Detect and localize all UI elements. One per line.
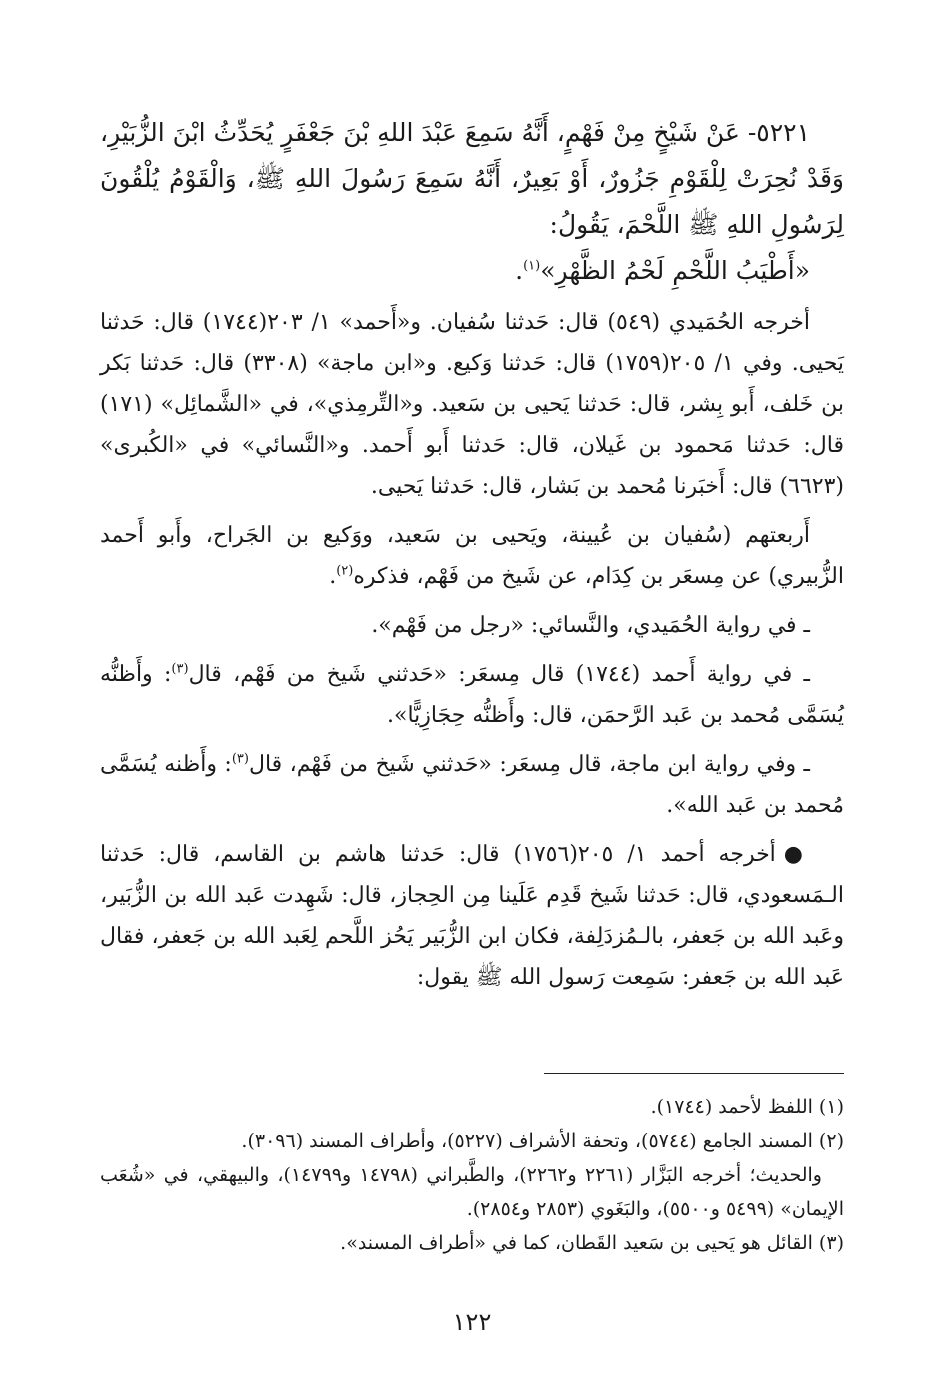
footnote-2: (٢) المسند الجامع (٥٧٤٤)، وتحفة الأشراف (٥٢٢٧)، وأطراف المسند (٣٠٩٦). <box>241 1130 844 1152</box>
footnotes <box>100 1090 844 1260</box>
hadith-quote <box>100 248 844 294</box>
variant-line-1: ـ في رواية الحُمَيدي، والنَّسائي: «رجل من فَهْم». <box>371 613 810 638</box>
hadith-quote-end: . <box>515 256 524 285</box>
page-number: ١٢٢ <box>452 1308 492 1336</box>
footnote-2-continuation: والحديث؛ أخرجه البَزَّار (٢٢٦١ و٢٢٦٢)، والطَّبراني (١٤٧٩٨ و١٤٧٩٩)، والبيهقي، في «شُعَب الإيمان» (٥٤٩٩ و٥٥٠٠)، والبَغَوي (٢٨٥٣ و٢٨٥٤). <box>100 1164 844 1220</box>
takhrij-paragraph-3 <box>100 834 844 998</box>
takhrij-2-text: أَربعتهم (سُفيان بن عُيينة، ويَحيى بن سَعيد، ووَكيع بن الجَراح، وأَبو أَحمد الزُّبيري) عن مِسعَر بن كِدَام، عن شَيخ من فَهْم، فذكره <box>100 523 844 589</box>
variant-3-after: : وأَظنه يُسَمَّى مُحمد بن عَبد الله». <box>100 752 844 818</box>
hadith-quote-text: «أَطْيَبُ اللَّحْمِ لَحْمُ الظَّهْرِ» <box>540 256 810 285</box>
hadith-text <box>100 110 844 248</box>
footnote-divider <box>544 1073 844 1074</box>
takhrij-2-end: . <box>329 564 337 589</box>
takhrij-3-text: أخرجه أحمد ١/ ٢٠٥(١٧٥٦) قال: حَدثنا هاشم بن القاسم، قال: حَدثنا الـمَسعودي، قال: حَدثنا شَيخ قَدِم عَلَينا مِن الحِجاز، قال: شَهِدت عَبد الله بن الزُّبَير، وعَبد الله بن جَعفر، بالـمُزدَلِفة، فكان ابن الزُّبَير يَحُز اللَّحم لِعَبد الله بن جَعفر، فقال عَبد الله بن جَعفر: سَمِعت رَسول الله ﷺ يقول: <box>100 842 844 990</box>
bullet-icon: ● <box>783 842 810 867</box>
footnote-ref-1: (١) <box>523 258 541 274</box>
variant-2-after: : وأَظنُّه يُسَمَّى مُحمد بن عَبد الرَّحمَن، قال: وأَظنُّه حِجَازِيًّا». <box>100 662 844 728</box>
footnote-3: (٣) القائل هو يَحيى بن سَعيد القَطان، كما في «أطراف المسند». <box>340 1232 844 1254</box>
variant-2-before: ـ في رواية أَحمد (١٧٤٤) قال مِسعَر: «حَدثني شَيخ من فَهْم، قال <box>188 662 810 687</box>
takhrij-paragraph-1: أخرجه الحُمَيدي (٥٤٩) قال: حَدثنا سُفيان. و«أَحمد» ١/ ٢٠٣(١٧٤٤) قال: حَدثنا يَحيى. وفي ١/ ٢٠٥(١٧٥٩) قال: حَدثنا وَكيع. و«ابن ماجة» (٣٣٠٨) قال: حَدثنا بَكر بن خَلف، أَبو بِشر، قال: حَدثنا يَحيى بن سَعيد. و«التِّرمِذي»، في «الشَّمائِل» (١٧١) قال: حَدثنا مَحمود بن غَيلان، قال: حَدثنا أَبو أَحمد. و«النَّسائي» في «الكُبرى» (٦٦٢٣) قال: أَخبَرنا مُحمد بن بَشار، قال: حَدثنا يَحيى. <box>100 310 845 499</box>
variant-line-2 <box>100 654 844 736</box>
footnote-ref-3b: (٣) <box>231 751 249 767</box>
footnote-ref-3a: (٣) <box>171 661 189 677</box>
hadith-body: ٥٢٢١- عَنْ شَيْخٍ مِنْ فَهْمٍ، أَنَّهُ سَمِعَ عَبْدَ اللهِ بْنَ جَعْفَرٍ يُحَدِّثُ ابْنَ الزُّبَيْرِ، وَقَدْ نُحِرَتْ لِلْقَوْمِ جَزُورٌ، أَوْ بَعِيرٌ، أَنَّهُ سَمِعَ رَسُولَ اللهِ ﷺ، وَالْقَوْمُ يُلْقُونَ لِرَسُولِ اللهِ ﷺ اللَّحْمَ، يَقُولُ: <box>100 118 844 239</box>
footnote-1: (١) اللفظ لأحمد (١٧٤٤). <box>650 1096 844 1118</box>
takhrij-paragraph-2 <box>100 515 844 597</box>
variant-3-before: ـ وفي رواية ابن ماجة، قال مِسعَر: «حَدثني شَيخ من فَهْم، قال <box>248 752 811 777</box>
variant-line-3 <box>100 744 844 826</box>
footnote-ref-2: (٢) <box>336 563 354 579</box>
